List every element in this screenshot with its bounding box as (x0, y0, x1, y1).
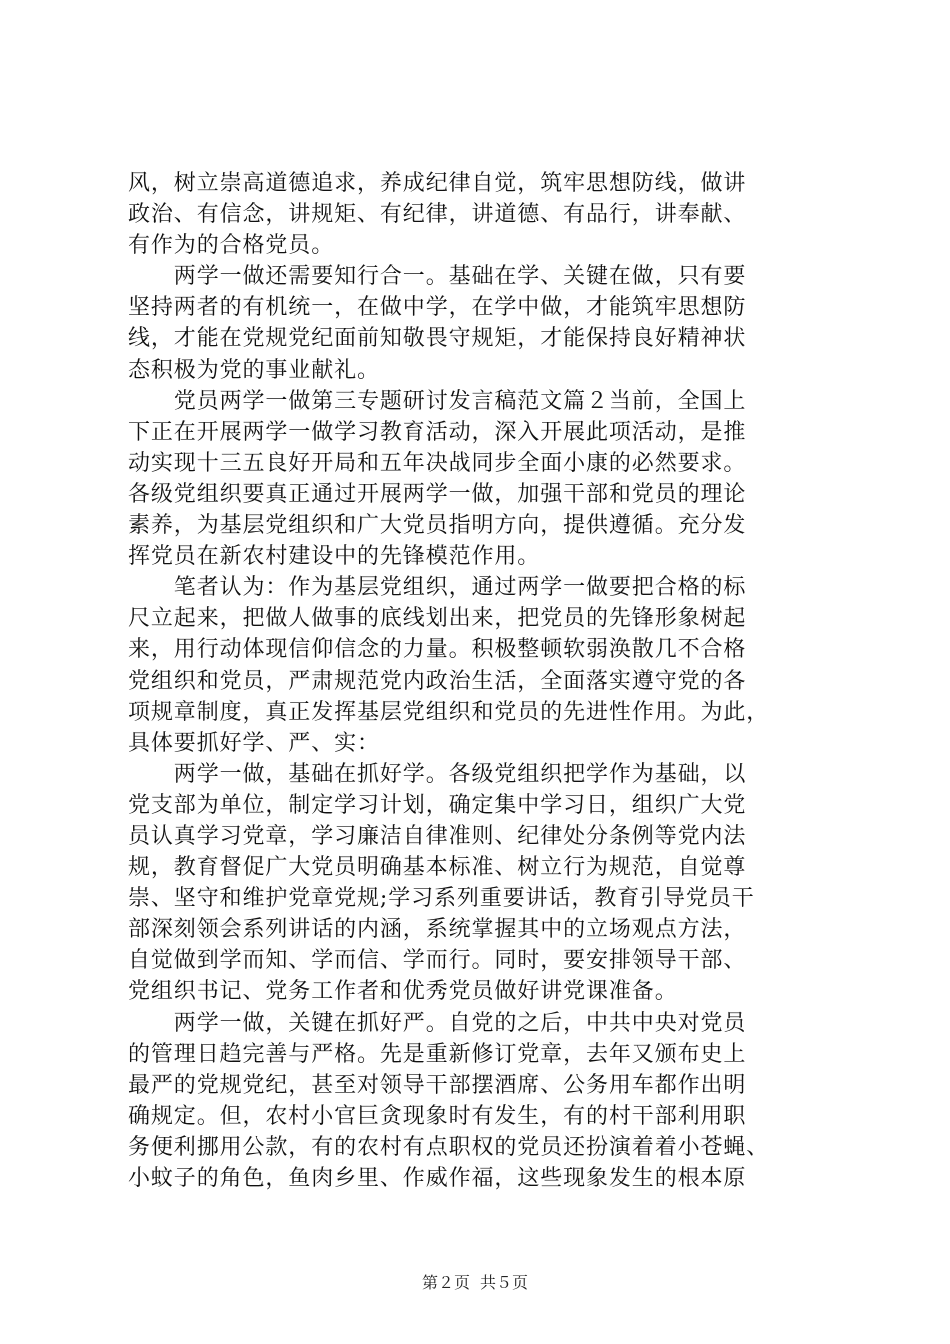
text-line: 线，才能在党规党纪面前知敬畏守规矩，才能保持良好精神状 (128, 326, 747, 352)
page-number: 第２页 (421, 1273, 470, 1292)
text-line: 有作为的合格党员。 (128, 233, 335, 259)
text-line: 部深刻领会系列讲话的内涵，系统掌握其中的立场观点方法， (128, 917, 747, 943)
text-line: 党组织书记、党务工作者和优秀党员做好讲党课准备。 (128, 979, 678, 1005)
text-line: 务便利挪用公款，有的农村有点职权的党员还扮演着着小苍蝇、 (128, 1134, 770, 1160)
text-line: 笔者认为：作为基层党组织，通过两学一做要把合格的标 (128, 575, 747, 601)
text-line: 员认真学习党章，学习廉洁自律准则、纪律处分条例等党内法 (128, 823, 747, 849)
text-line: 崇、坚守和维护党章党规;学习系列重要讲话，教育引导党员干 (128, 886, 755, 912)
text-line: 自觉做到学而知、学而信、学而行。同时，要安排领导干部、 (128, 948, 747, 974)
text-line: 尺立起来，把做人做事的底线划出来，把党员的先锋形象树起 (128, 606, 747, 632)
text-line: 挥党员在新农村建设中的先锋模范作用。 (128, 544, 541, 570)
text-line: 两学一做，关键在抓好严。自党的之后，中共中央对党员 (128, 1010, 747, 1036)
text-line: 来，用行动体现信仰信念的力量。积极整顿软弱涣散几不合格 (128, 637, 747, 663)
text-line: 党支部为单位，制定学习计划，确定集中学习日，组织广大党 (128, 792, 747, 818)
text-line: 动实现十三五良好开局和五年决战同步全面小康的必然要求。 (128, 450, 747, 476)
text-line: 两学一做，基础在抓好学。各级党组织把学作为基础，以 (128, 761, 747, 787)
text-line: 的管理日趋完善与严格。先是重新修订党章，去年又颁布史上 (128, 1041, 747, 1067)
text-line: 党组织和党员，严肃规范党内政治生活，全面落实遵守党的各 (128, 668, 747, 694)
text-line: 素养，为基层党组织和广大党员指明方向，提供遵循。充分发 (128, 513, 747, 539)
text-line: 规，教育督促广大党员明确基本标准、树立行为规范，自觉尊 (128, 855, 747, 881)
text-line: 态积极为党的事业献礼。 (128, 357, 380, 383)
text-line: 政治、有信念，讲规矩、有纪律，讲道德、有品行，讲奉献、 (128, 202, 747, 228)
text-line: 风，树立崇高道德追求，养成纪律自觉，筑牢思想防线，做讲 (128, 171, 747, 196)
text-line: 坚持两者的有机统一，在做中学，在学中做，才能筑牢思想防 (128, 295, 747, 321)
text-line: 党员两学一做第三专题研讨发言稿范文篇２当前，全国上 (128, 388, 747, 414)
document-body (128, 168, 828, 1194)
text-line: 下正在开展两学一做学习教育活动，深入开展此项活动，是推 (128, 419, 747, 445)
text-line: 确规定。但，农村小官巨贪现象时有发生，有的村干部利用职 (128, 1103, 747, 1129)
page-total: 共５页 (480, 1273, 529, 1292)
text-line: 最严的党规党纪，甚至对领导干部摆酒席、公务用车都作出明 (128, 1072, 747, 1098)
page-footer (0, 1272, 950, 1294)
text-line: 两学一做还需要知行合一。基础在学、关键在做，只有要 (128, 264, 747, 290)
text-line: 小蚊子的角色，鱼肉乡里、作威作福，这些现象发生的根本原 (128, 1166, 747, 1191)
text-line: 具体要抓好学、严、实： (128, 730, 380, 756)
text-line: 各级党组织要真正通过开展两学一做，加强干部和党员的理论 (128, 481, 747, 507)
text-line: 项规章制度，真正发挥基层党组织和党员的先进性作用。为此， (128, 699, 770, 725)
